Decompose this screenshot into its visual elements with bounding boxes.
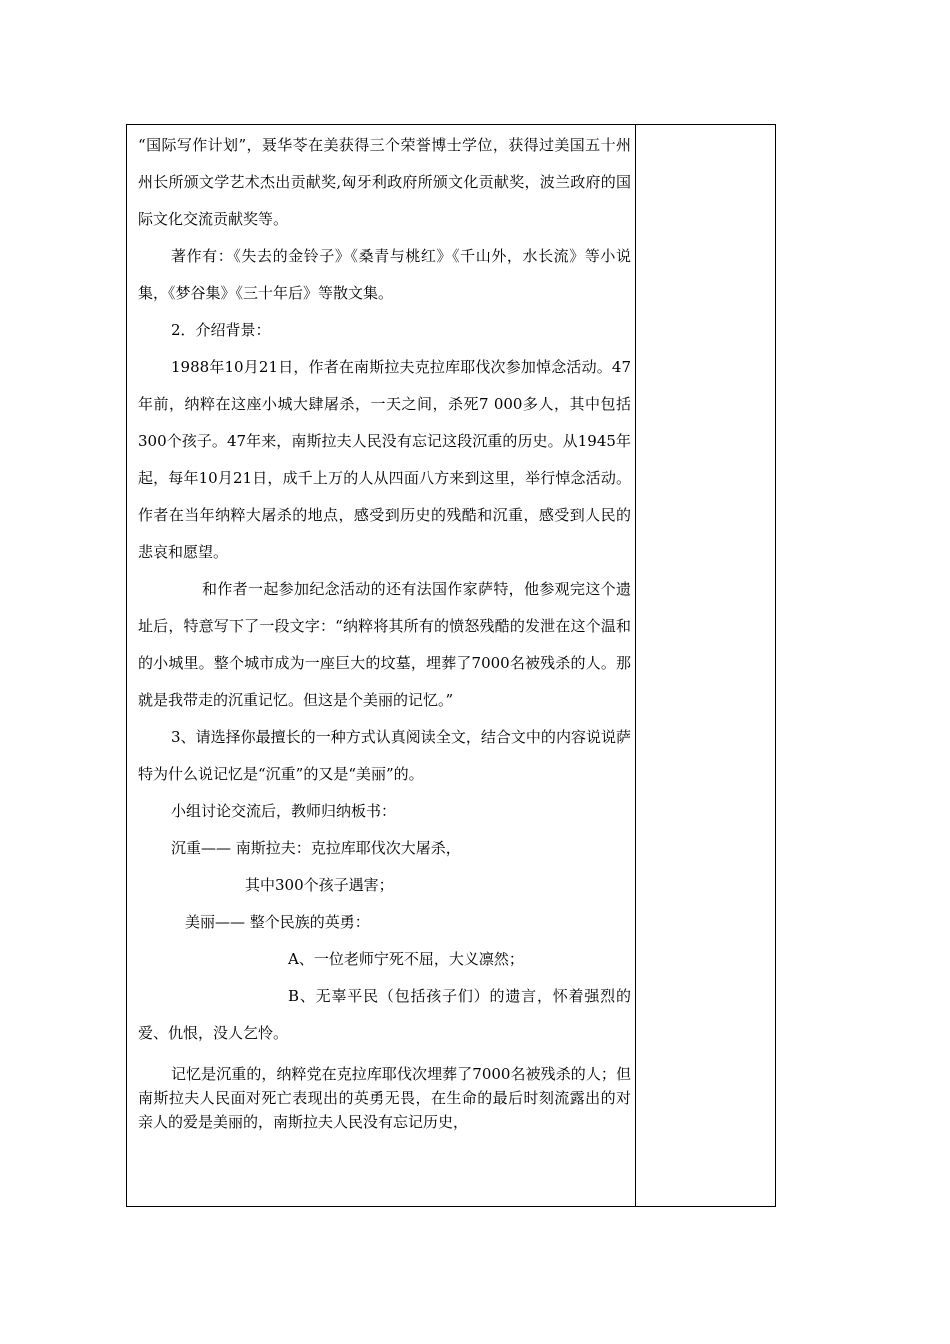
column-divider <box>635 125 636 1206</box>
board-heavy-detail: 其中300个孩子遇害； <box>245 876 394 894</box>
paragraph-works: 著作有：《失去的金铃子》《桑青与桃红》《千山外，水长流》等小说集，《梦谷集》《三十年后》等散文集。 <box>138 247 631 302</box>
paragraph-conclusion: 记忆是沉重的，纳粹党在克拉库耶伐次埋葬了7000名被残杀的人；但南斯拉夫人民面对死亡表现出的英勇无畏，在生命的最后时刻流露出的对亲人的爱是美丽的，南斯拉夫人民没有忘记历史， <box>138 1065 631 1131</box>
paragraph-question: 3、请选择你最擅长的一种方式认真阅读全文，结合文中的内容说说萨特为什么说记忆是“沉重”的又是“美丽”的。 <box>138 728 631 783</box>
section-heading-background: 2．介绍背景： <box>171 321 271 339</box>
lesson-table <box>126 124 776 1207</box>
board-beautiful-b: B、无辜平民（包括孩子们）的遗言，怀着强烈的爱、仇恨，没人乞怜。 <box>138 987 631 1042</box>
board-beautiful-line: 美丽—— 整个民族的英勇： <box>185 913 370 931</box>
paragraph-summary-intro: 小组讨论交流后，教师归纳板书： <box>171 802 397 820</box>
board-heavy-line: 沉重—— 南斯拉夫：克拉库耶伐次大屠杀， <box>171 839 461 857</box>
paragraph-background: 1988年10月21日，作者在南斯拉夫克拉库耶伐次参加悼念活动。47年前，纳粹在这座小城大肆屠杀，一天之间，杀死7 000多人，其中包括300个孩子。47年来，南斯拉夫人民没有忘记这段沉重的历史。从1945年起，每年10月21日，成千上万的人从四面八方来到这里，举行悼念活动。作者在当年纳粹大屠杀的地点，感受到历史的残酷和沉重，感受到人民的悲哀和愿望。 <box>138 358 631 561</box>
content-cell <box>138 127 631 1134</box>
paragraph-sartre: 和作者一起参加纪念活动的还有法国作家萨特，他参观完这个遗址后，特意写下了一段文字：“纳粹将其所有的愤怒残酷的发泄在这个温和的小城里。整个城市成为一座巨大的坟墓，埋葬了7000名被残杀的人。那就是我带走的沉重记忆。但这是个美丽的记忆。” <box>138 580 631 709</box>
board-beautiful-a: A、一位老师宁死不屈，大义凛然； <box>288 950 524 968</box>
paragraph-awards: “国际写作计划”，聂华苓在美获得三个荣誉博士学位，获得过美国五十州州长所颁文学艺术杰出贡献奖,匈牙利政府所颁文化贡献奖，波兰政府的国际文化交流贡献奖等。 <box>138 136 631 228</box>
